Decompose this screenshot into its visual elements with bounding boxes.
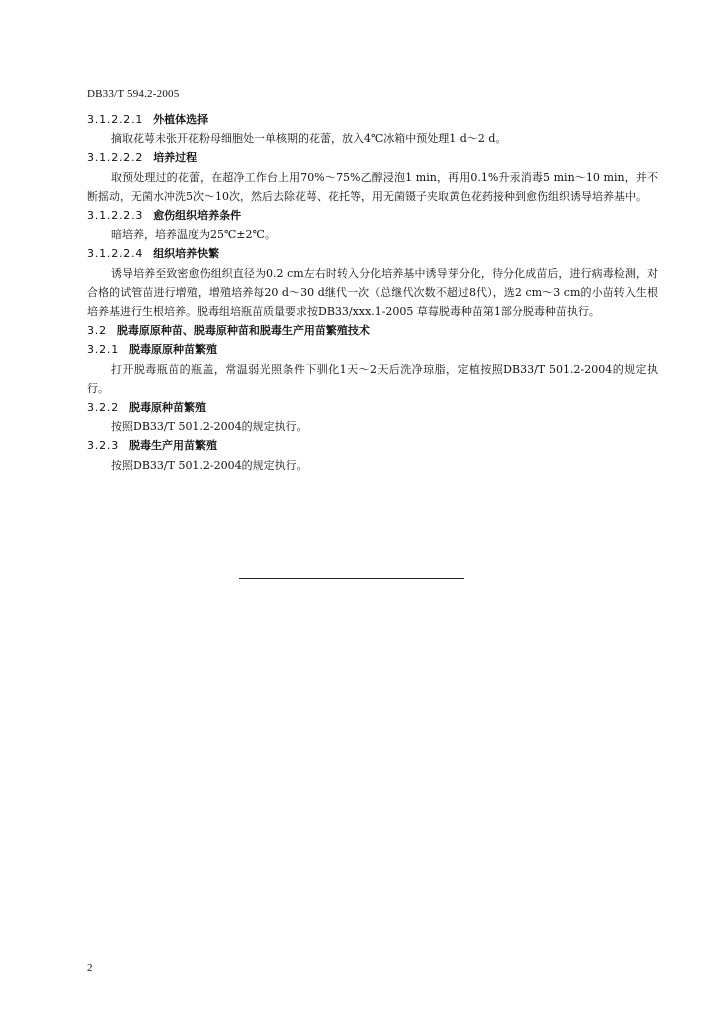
section-title: 培养过程 <box>153 151 198 165</box>
section-title: 脱毒生产用苗繁殖 <box>129 439 217 453</box>
section-number: 3.1.2.2.2 <box>87 151 144 165</box>
section-title: 脱毒原种苗繁殖 <box>129 401 206 415</box>
section-heading <box>87 340 658 359</box>
section-paragraph: 诱导培养至致密愈伤组织直径为0.2 cm左右时转入分化培养基中诱导芽分化，待分化成苗后，进行病毒检测，对合格的试管苗进行增殖，增殖培养每20 d～30 d继代一次（总继代次数不超过8代），选2 cm～3 cm的小苗转入生根培养基进行生根培养。脱毒组培瓶苗质量要求按DB33/xxx.1-2005 草莓脱毒种苗第1部分脱毒种苗执行。 <box>87 266 658 319</box>
section-paragraph: 按照DB33/T 501.2-2004的规定执行。 <box>111 458 308 472</box>
section-3-1-2-2-4 <box>87 244 658 321</box>
standard-code: DB33/T 594.2-2005 <box>87 88 180 100</box>
section-3-2-2 <box>87 398 658 436</box>
section-title: 外植体选择 <box>153 113 209 126</box>
page-number: 2 <box>87 962 93 974</box>
section-heading <box>87 398 658 417</box>
section-number: 3.1.2.2.1 <box>87 113 144 126</box>
section-number: 3.1.2.2.4 <box>87 247 144 261</box>
section-3-1-2-2-2 <box>87 148 658 206</box>
section-paragraph: 按照DB33/T 501.2-2004的规定执行。 <box>111 420 308 434</box>
section-paragraph: 暗培养，培养温度为25℃±2℃。 <box>111 228 276 242</box>
section-number: 3.2.2 <box>87 401 119 415</box>
section-3-2-1 <box>87 340 658 398</box>
section-3-2 <box>87 321 658 340</box>
section-title: 脱毒原原种苗、脱毒原种苗和脱毒生产用苗繁殖技术 <box>116 324 370 338</box>
section-paragraph: 打开脱毒瓶苗的瓶盖，常温弱光照条件下驯化1天～2天后洗净琼脂，定植按照DB33/T 501.2-2004的规定执行。 <box>87 362 658 395</box>
document-body <box>87 110 658 475</box>
section-number: 3.2.3 <box>87 439 119 453</box>
section-3-1-2-2-3 <box>87 206 658 244</box>
end-divider-line <box>239 578 464 579</box>
section-3-2-3 <box>87 436 658 474</box>
section-heading <box>87 436 658 455</box>
section-heading <box>87 206 658 225</box>
section-title: 愈伤组织培养条件 <box>153 209 242 223</box>
section-title: 脱毒原原种苗繁殖 <box>129 343 217 357</box>
section-heading <box>87 244 658 263</box>
section-number: 3.2 <box>87 324 107 338</box>
section-paragraph: 摘取花萼未张开花粉母细胞处一单核期的花蕾，放入4℃冰箱中预处理1 d～2 d。 <box>111 132 507 146</box>
section-paragraph: 取预处理过的花蕾，在超净工作台上用70%～75%乙醇浸泡1 min，再用0.1%升汞消毒5 min～10 min，并不断摇动，无菌水冲洗5次～10次，然后去除花萼、花托等，用无菌镊子夹取黄色花药接种到愈伤组织诱导培养基中。 <box>87 170 658 203</box>
section-3-1-2-2-1 <box>87 110 658 148</box>
section-heading <box>87 148 658 167</box>
section-number: 3.2.1 <box>87 343 119 357</box>
section-heading <box>87 110 658 129</box>
section-number: 3.1.2.2.3 <box>87 209 144 223</box>
section-heading <box>87 321 658 340</box>
section-title: 组织培养快繁 <box>153 247 220 261</box>
